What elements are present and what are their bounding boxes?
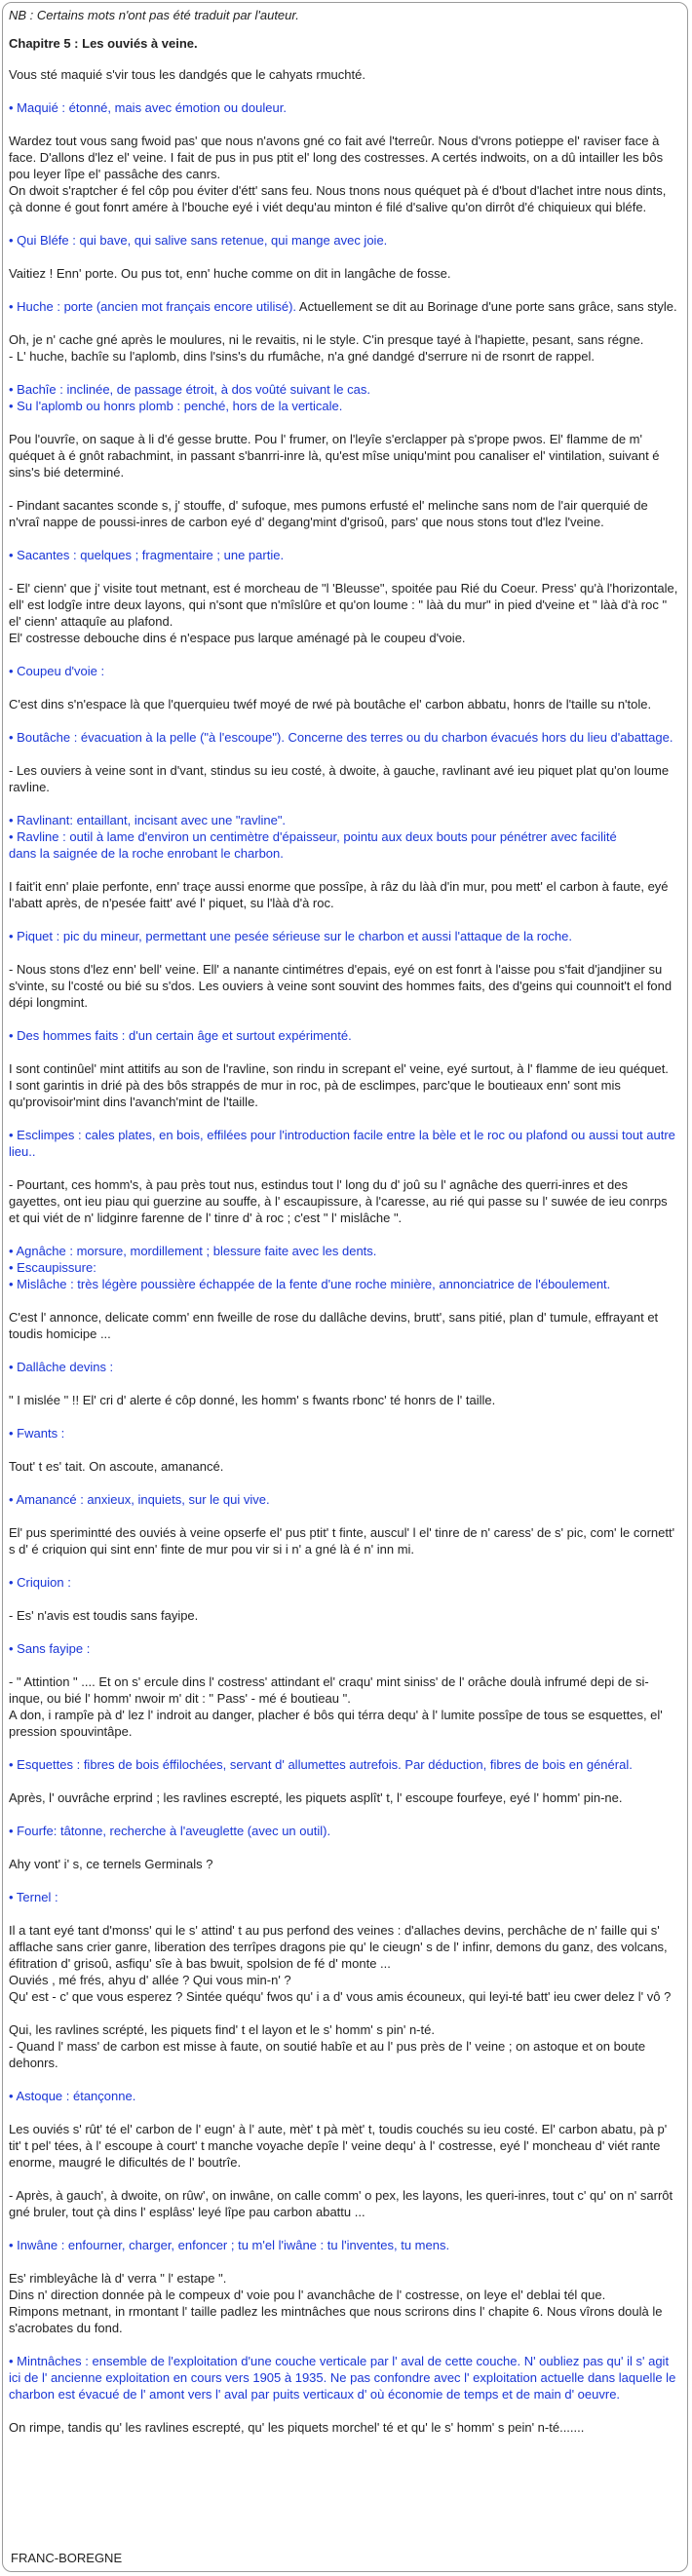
glossary-note: • Coupeu d'voie : xyxy=(9,664,105,678)
glossary-note: • Fwants : xyxy=(9,1426,65,1441)
glossary-note: • Sans fayipe : xyxy=(9,1641,91,1656)
glossary-note: • Sacantes : quelques ; fragmentaire ; une partie. xyxy=(9,548,285,562)
document-content xyxy=(3,3,687,2436)
glossary-note: • Astoque : étançonne. xyxy=(9,2089,136,2103)
story-paragraph: Tout' t es' tait. On ascoute, amanancé. xyxy=(9,1459,224,1474)
glossary-note: • Esclimpes : cales plates, en bois, effilées pour l'introduction facile entre la bèle et le roc ou plafond ou aussi tout autre lieu.. xyxy=(9,1128,675,1159)
glossary-note: • Esquettes : fibres de bois éffilochées, servant d' allumettes autrefois. Par déduction, fibres de bois en général. xyxy=(9,1757,633,1772)
glossary-note: • Des hommes faits : d'un certain âge et surtout expérimenté. xyxy=(9,1028,352,1043)
story-paragraph: Il a tant eyé tant d'monss' qui le s' attind' t au pus perfond des veines : d'allaches devins, perchâche de n' faille qui s' afflache sans crier ganre, liberation des terrîpes dragons pie qu' le cieugn' s de l' infinr, demons du ganz, des volcans, éfitration d' grisoû, asfiqu' sîe à bas bwuit, spolsion de fé d' monte ... Ouviés , mé frés, ahyu d' allée ? Qui vous min-n' ? Qu' est - c' que vous esperez ? Sintée quéqu' fwos qu' i a d' vous amis écouneux, qui leyi-té batt' ieu cwer delez l' vô ? xyxy=(9,1923,672,2004)
author-signature: FRANC-BOREGNE xyxy=(11,2551,123,2565)
glossary-note: • Criquion : xyxy=(9,1575,71,1590)
story-paragraph: - Pourtant, ces homm's, à pau près tout nus, estindus tout l' long du d' joû su l' agnâche des querri-inres et des gayettes, ont ieu piau qui guerzine au souffe, à l' escaupissure, à l'caresse, au rié qui passe su l' suwée de ieu conrps et qui viét de n' lidginre farenne de l' tinre d' à roc ; c'est " l' mislâche ". xyxy=(9,1177,668,1225)
glossary-note: • Bachîe : inclinée, de passage étroit, à dos voûté suivant le cas. • Su l'aplomb ou honrs plomb : penché, hors de la verticale. xyxy=(9,382,370,413)
story-paragraph: - El' cienn' que j' visite tout metnant, est é morcheau de "l 'Bleusse", spoitée pau Rié du Coeur. Press' qu'à l'horizontale, ell' est lodgîe intre deux layons, qui n'sont que n'mîslûre et qu'on loume : " làà du mur" in pied d'veine et " làà d'à roc " el' cienn' attaquîe au plafond. El' costresse debouche dins é n'espace pus larque aménagé pà le coupeu d'voie. xyxy=(9,581,678,645)
translator-note: NB : Certains mots n'ont pas été traduit par l'auteur. xyxy=(9,8,299,22)
story-paragraph: I fait'it enn' plaie perfonte, enn' traçe aussi enorme que possîpe, à râz du làà d'in mur, pou mett' el carbon à faute, eyé l'abatt après, de n'pesée faitt' avé l' piquet, su l'làà d'à roc. xyxy=(9,879,669,910)
story-paragraph: Pou l'ouvrîe, on saque à li d'é gesse brutte. Pou l' frumer, on l'leyîe s'erclapper pà s'prope pwos. El' flamme de m' quéquet à é gnôt rabachmint, in passant s'banrri-inre là, qu'est mîse uniqu'mint pou canaliser el' vintilation, suivant é sins's bié determiné. xyxy=(9,432,660,480)
glossary-note: • Boutâche : évacuation à la pelle ("à l'escoupe"). Concerne des terres ou du charbon évacués hors du lieu d'abattage. xyxy=(9,730,673,745)
story-paragraph: " I mislée " !! El' cri d' alerte é côp donné, les homm' s fwants rbonc' té honrs de l' taille. xyxy=(9,1393,496,1407)
glossary-note: • Qui Bléfe : qui bave, qui salive sans retenue, qui mange avec joie. xyxy=(9,233,388,248)
glossary-note: • Huche : porte (ancien mot français encore utilisé). xyxy=(9,299,297,314)
chapter-body xyxy=(9,66,680,2436)
story-paragraph: C'est dins s'n'espace là que l'querquieu twéf moyé de rwé pà boutâche el' carbon abbatu, honrs de l'taille su n'tole. xyxy=(9,697,652,711)
glossary-note: • Mintnâches : ensemble de l'exploitation d'une couche verticale par l' aval de cette couche. N' oubliez pas qu' il s' agit ici de l' ancienne exploitation en cours vers 1905 à 1935. Ne pas confondre avec l' exploitation actuelle dans laquelle le charbon est évacué de l' amont vers l' aval par puits verticaux d' où économie de temps et de main d' oeuvre. xyxy=(9,2354,676,2402)
glossary-note: • Inwâne : enfourner, charger, enfoncer ; tu m'el l'iwâne : tu l'inventes, tu mens. xyxy=(9,2238,450,2252)
glossary-note: • Agnâche : morsure, mordillement ; blessure faite avec les dents. • Escaupissure: • Mislâche : très légère poussière échappée de la fente d'une roche minière, annonciatrice de l'éboulement. xyxy=(9,1244,611,1291)
mixed-paragraph xyxy=(9,298,680,315)
glossary-note: • Fourfe: tâtonne, recherche à l'aveuglette (avec un outil). xyxy=(9,1824,331,1838)
glossary-note: • Maquié : étonné, mais avec émotion ou douleur. xyxy=(9,100,287,115)
story-paragraph: Wardez tout vous sang fwoid pas' que nous n'avons gné co fait avé l'terreûr. Nous d'vrons potieppe el' raviser face à face. D'allons d'lez el' veine. I fait de pus in pus ptit el' long des costresses. A certés indwoits, on a dû intailler les bôs pou leyer lîpe el' passâche des canrs. On dwoit s'raptcher é fel côp pou éviter d'étt' sans feu. Nous tnons nous quéquet pà é d'bout d'lachet intre nous dints, çà donne é gout fonrt amére à l'bouche eyé i viét dequ'au minton é filé d'salive qu'on dirrôt d'é chiquieux qui bléfe. xyxy=(9,134,667,214)
story-paragraph: I sont continûel' mint attitifs au son de l'ravline, son rindu in screpant el' veine, eyé surtout, à l' flamme de ieu quéquet. I sont garintis in drié pà des bôs strappés de mur in roc, pà de esclimpes, parc'que le boutieaux enn' sont mis qu'provisoir'mint dins l'avanch'mint de l'taille. xyxy=(9,1061,669,1109)
glossary-note: • Piquet : pic du mineur, permettant une pesée sérieuse sur le charbon et aussi l'attaque de la roche. xyxy=(9,929,572,943)
paragraph-text: Actuellement se dit au Borinage d'une porte sans grâce, sans style. xyxy=(296,299,677,314)
glossary-note: • Amanancé : anxieux, inquiets, sur le qui vive. xyxy=(9,1492,270,1507)
story-paragraph: Qui, les ravlines scrépté, les piquets find' t el layon et le s' homm' s pin' n-té. - Quand l' mass' de carbon est misse à faute, on soutié habîe et au l' pus près de l' veine ; on astoque et on boute dehonrs. xyxy=(9,2022,646,2070)
story-paragraph: - Es' n'avis est toudis sans fayipe. xyxy=(9,1608,199,1623)
glossary-note: • Ravlinant: entaillant, incisant avec une "ravline". • Ravline : outil à lame d'environ un centimètre d'épaisseur, pointu aux deux bouts pour pénétrer avec facilité dans la saignée de la roche enrobant le charbon. xyxy=(9,813,617,861)
story-paragraph: Les ouviés s' rût' té el' carbon de l' eugn' à l' aute, mèt' t pà mèt' t, toudis couchés su ieu costé. El' carbon abatu, pà p' tit' t pel' tées, à l' escoupe à court' t manche voyache depîe l' veine dequ' à l' costresse, eyé l' moncheau d' viét rante enorme, maugré le dificultés de l' boutrîe. xyxy=(9,2122,668,2170)
story-paragraph: - Nous stons d'lez enn' bell' veine. Ell' a nanante cintimétres d'epais, eyé on est fonrt à l'aisse pou s'fait d'jandjiner su s'vinte, su l'costé ou bié su s'dos. Les ouviers à veine sont souvint des hommes faits, des d'geins qui counnoit't el fond dépi longmint. xyxy=(9,962,673,1010)
story-paragraph: On rimpe, tandis qu' les ravlines escrepté, qu' les piquets morchel' té et qu' le s' homm' s pein' n-té....... xyxy=(9,2420,585,2435)
story-paragraph: - " Attintion " .... Et on s' ercule dins l' costress' attindant el' craqu' mint siniss' de l' orâche doulà infrumé depi de si-inque, ou bié l' homm' nwoir m' dit : " Pass' - mé é boutieau ". A don, i rampîe pà d' lez l' indroit au danger, placher é bôs qui térra dequ' à l' lumite possîpe de tous se esquettes, el' pression spouvintâpe. xyxy=(9,1674,663,1739)
glossary-note: • Dallâche devins : xyxy=(9,1360,114,1374)
chapter-title: Chapitre 5 : Les ouviés à veine. xyxy=(9,36,198,51)
document-page xyxy=(2,2,688,2572)
story-paragraph: - Pindant sacantes sconde s, j' stouffe, d' sufoque, mes pumons erfusté el' melinche sans nom de l'air querquié de n'vraî nappe de poussi-inres de carbon eyé d' degang'mint d'grisoû, pars' que nous stons tout d'lez l'veine. xyxy=(9,498,648,529)
story-paragraph: Après, l' ouvrâche erprind ; les ravlines escrepté, les piquets asplît' t, l' escoupe fourfeye, eyé l' homm' pin-ne. xyxy=(9,1790,623,1805)
story-paragraph: - Les ouviers à veine sont in d'vant, stindus su ieu costé, à dwoite, à gauche, ravlinant avé ieu piquet plat qu'on loume ravline. xyxy=(9,763,670,794)
glossary-note: • Ternel : xyxy=(9,1890,58,1904)
story-paragraph: Oh, je n' cache gné après le moulures, ni le revaitis, ni le style. C'in presque tayé à l'hapiette, pesant, sans régne. - L' huche, bachîe su l'aplomb, dins l'sins's du rfumâche, n'a gné dandgé d'serrure ni de rsonrt de rappel. xyxy=(9,332,644,364)
story-paragraph: - Après, à gauch', à dwoite, on rûw', on inwâne, on calle comm' o pex, les layons, les queri-inres, tout c' qu' on n' sarrôt gné bruler, tout çà dins l' esplâss' leyé lîpe pau carbon abattu ... xyxy=(9,2188,673,2219)
story-paragraph: C'est l' annonce, delicate comm' enn fweille de rose du dallâche devins, brutt', sans pitié, plan d' tumule, effrayant et toudis homicipe ... xyxy=(9,1310,659,1341)
story-paragraph: Ahy vont' i' s, ce ternels Germinals ? xyxy=(9,1857,213,1871)
story-paragraph: El' pus sperimintté des ouviés à veine opserfe el' pus ptit' t finte, auscul' l el' tinre de n' caress' de s' pic, com' le cornett' s d' é criquion qui sint enn' finte de mur pou vir si i n' a gné là é n' inn mi. xyxy=(9,1525,675,1557)
story-paragraph: Es' rimbleyâche là d' verra " l' estape ". Dins n' direction donnée pà le compeux d' voie pou l' avanchâche de l' costresse, on leye el' deblai tél que. Rimpons metnant, in rmontant l' taille padlez les mintnâches que nous scrirons dins l' chapite 6. Nous vîrons doulà le s'acrobates du fond. xyxy=(9,2271,663,2335)
story-paragraph: Vous sté maquié s'vir tous les dandgés que le cahyats rmuchté. xyxy=(9,67,365,82)
story-paragraph: Vaitiez ! Enn' porte. Ou pus tot, enn' huche comme on dit in langâche de fosse. xyxy=(9,266,451,281)
